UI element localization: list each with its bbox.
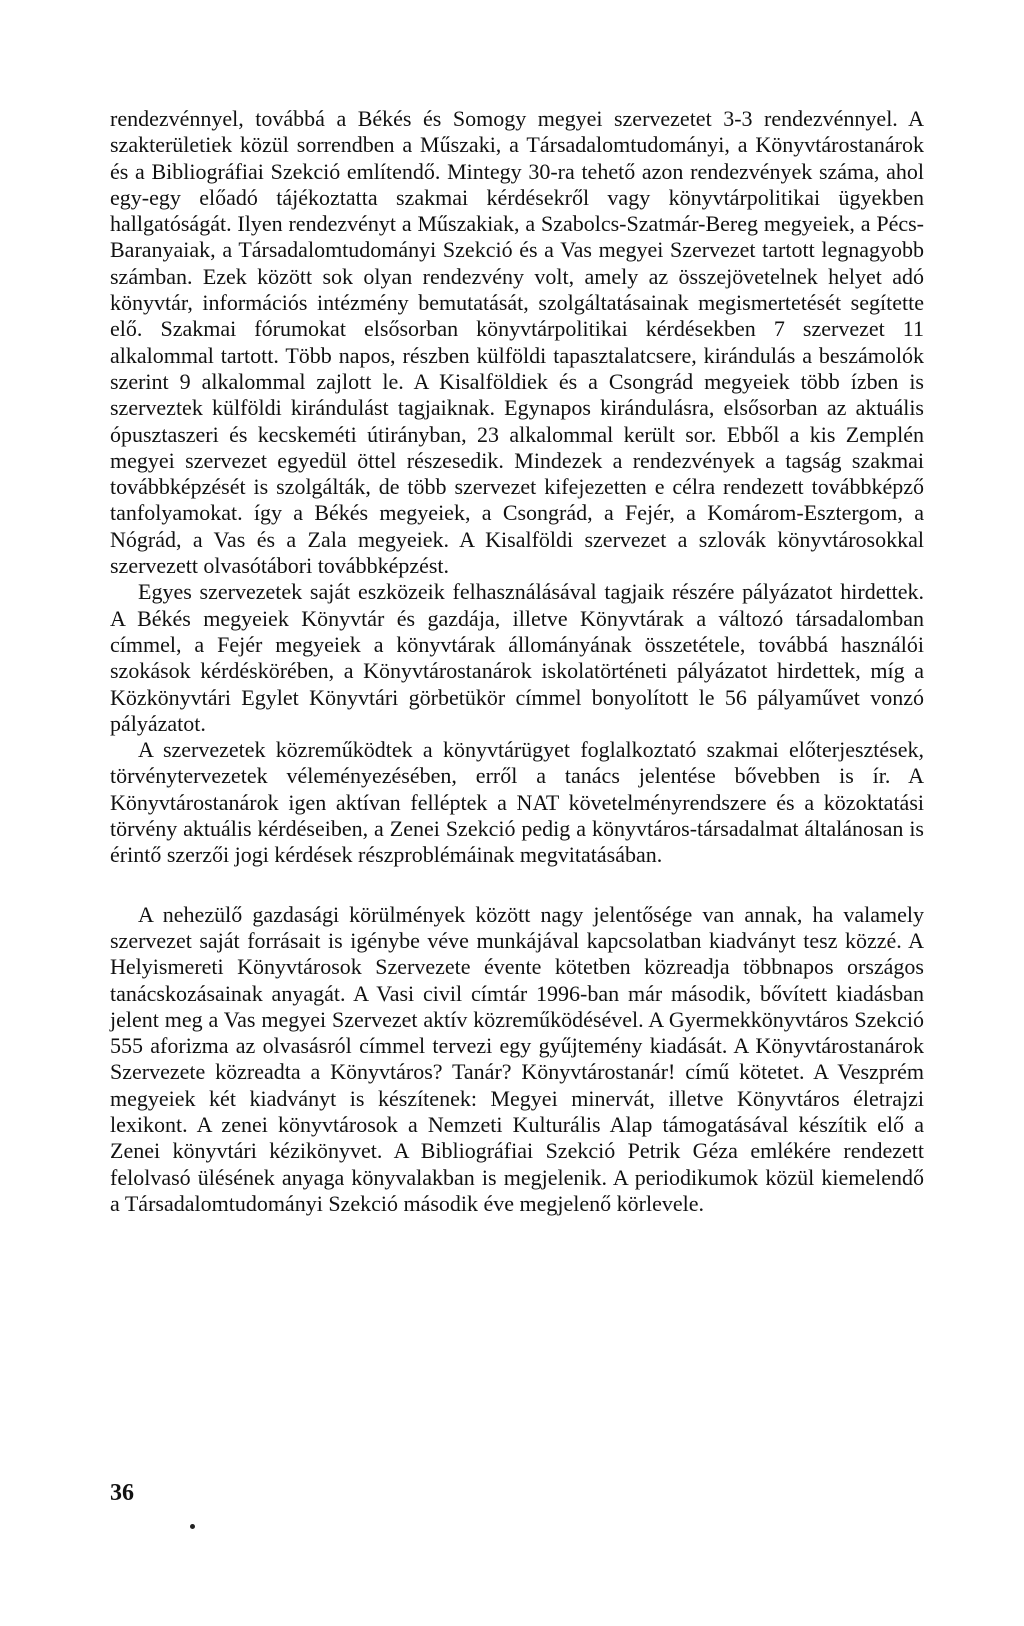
print-speck xyxy=(190,1524,195,1529)
page-body xyxy=(110,106,924,1217)
page-number: 36 xyxy=(110,1480,134,1506)
paragraph-publications: A nehezülő gazdasági körülmények között nagy jelentősége van annak, ha valamely szervezet saját forrásait is igénybe véve munkájával kapcsolatban kiadványt tesz közzé. A Helyismereti Könyvtárosok Szervezete évente kötetben közreadja többnapos országos tanácskozásainak anyagát. A Vasi civil címtár 1996-ban már második, bővített kiadásban jelent meg a Vas megyei Szervezet aktív közreműködésével. A Gyermekkönyvtáros Szekció 555 aforizma az olvasásról címmel tervezi egy gyűjtemény kiadását. A Könyvtárostanárok Szervezete közreadta a Könyvtáros? Tanár? Könyvtárostanár! című kötetet. A Veszprém megyeiek két kiadványt is készítenek: Megyei minervát, illetve Könyvtáros életrajzi lexikont. A zenei könyvtárosok a Nemzeti Kulturális Alap támogatásával készítik elő a Zenei könyvtári kézikönyvet. A Bibliográfiai Szekció Petrik Géza emlékére rendezett felolvasó ülésének anyaga könyvalakban is megjelenik. A periodikumok közül kiemelendő a Társadalomtudományi Szekció második éve megjelenő körlevele. xyxy=(110,901,924,1216)
paragraph-events: rendezvénnyel, továbbá a Békés és Somogy megyei szervezetet 3-3 rendezvénnyel. A szakterületiek közül sorrendben a Műszaki, a Társadalomtudományi, a Könyvtárostanárok és a Bibliográfiai Szekció említendő. Mintegy 30-ra tehető azon rendezvények száma, ahol egy-egy előadó tájékoztatta szakmai kérdésekről vagy könyvtárpolitikai ügyekben hallgatóságát. Ilyen rendezvényt a Műszakiak, a Szabolcs-Szatmár-Bereg megyeiek, a Pécs-Baranyaiak, a Társadalomtudományi Szekció és a Vas megyei Szervezet tartott legnagyobb számban. Ezek között sok olyan rendezvény volt, amely az összejövetelnek helyet adó könyvtár, információs intézmény bemutatását, szolgáltatásainak megismertetését segítette elő. Szakmai fórumokat elsősorban könyvtárpolitikai kérdésekben 7 szervezet 11 alkalommal tartott. Több napos, részben külföldi tapasztalatcsere, kirándulás a beszámolók szerint 9 alkalommal zajlott le. A Kisalföldiek és a Csongrád megyeiek több ízben is szerveztek külföldi kirándulást tagjaiknak. Egynapos kirándulásra, elsősorban az aktuális ópusztaszeri és kecskeméti útirányban, 23 alkalommal került sor. Ebből a kis Zemplén megyei szervezet egyedül öttel részesedik. Mindezek a rendezvények a tagság szakmai továbbképzését is szolgálták, de több szervezet kifejezetten e célra rendezett továbbképző tanfolyamokat. így a Békés megyeiek, a Csongrád, a Fejér, a Komárom-Esztergom, a Nógrád, a Vas és a Zala megyeiek. A Kisalföldi szervezet a szlovák könyvtárosokkal szervezett olvasótábori továbbképzést. xyxy=(110,106,924,579)
paragraph-competitions: Egyes szervezetek saját eszközeik felhasználásával tagjaik részére pályázatot hirdettek. A Békés megyeiek Könyvtár és gazdája, illetve Könyvtárak a változó társadalomban címmel, a Fejér megyeiek a könyvtárak állományának összetétele, továbbá használói szokások kérdéskörében, a Könyvtárostanárok iskolatörténeti pályázatot hirdettek, míg a Közkönyvtári Egylet Könyvtári görbetükör címmel bonyolított le 56 pályaművet vonzó pályázatot. xyxy=(110,579,924,736)
paragraph-legislation: A szervezetek közreműködtek a könyvtárügyet foglalkoztató szakmai előterjesztések, törvénytervezetek véleményezésében, erről a tanács jelentése bővebben is ír. A Könyvtárostanárok igen aktívan felléptek a NAT követelményrendszere és a közoktatási törvény aktuális kérdéseiben, a Zenei Szekció pedig a könyvtáros-társadalmat általánosan is érintő szerzői jogi kérdések részproblémáinak megvitatásában. xyxy=(110,737,924,868)
